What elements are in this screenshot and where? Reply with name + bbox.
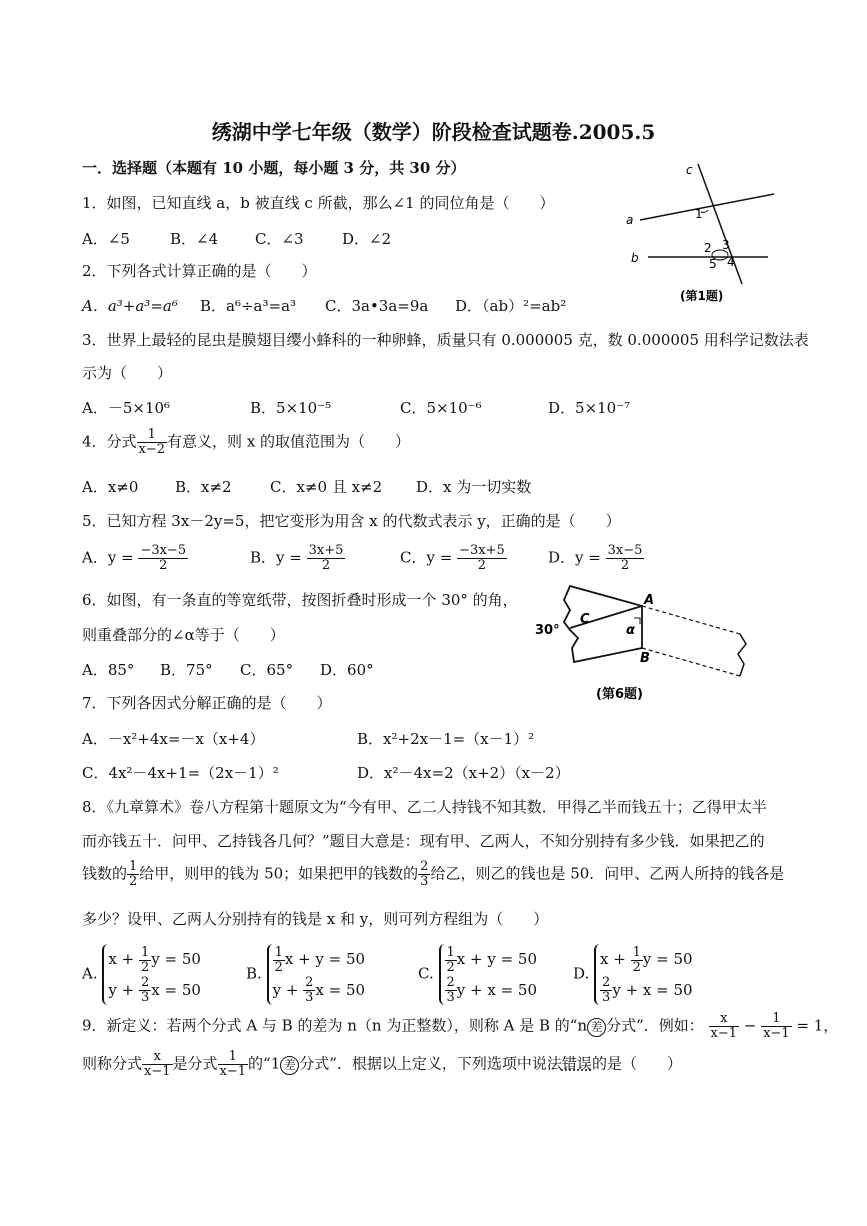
q3-option-a[interactable]: A．－5×10⁶: [82, 399, 171, 417]
q8-a-system: x + $\frac{1}{2}$ y = 50 y + $\frac{2}{3}$ x = 50: [102, 944, 201, 1005]
figure-1-caption: (第1题): [680, 289, 724, 303]
question-7: 7．下列各因式分解正确的是（ ）: [82, 694, 332, 712]
q7-option-a[interactable]: A．－x²+4x=－x（x+4）: [82, 730, 265, 748]
section-heading: 一．选择题（本题有 10 小题，每小题 3 分，共 30 分）: [82, 159, 466, 177]
q6-option-b[interactable]: B．75°: [160, 661, 213, 679]
point-c-label: C: [580, 612, 590, 627]
question-6-line-1: 6．如图，有一条直的等宽纸带，按图折叠时形成一个 30° 的角，: [82, 591, 518, 609]
circled-cha: 差: [587, 1018, 606, 1037]
q6-option-d[interactable]: D．60°: [320, 661, 374, 679]
label-b: b: [631, 251, 639, 265]
question-4: [82, 428, 410, 457]
q4-suffix: 有意义，则 x 的取值范围为（ ）: [167, 432, 411, 451]
angle-5-label: 5: [709, 257, 717, 271]
q3-option-b[interactable]: B．5×10⁻⁵: [250, 399, 332, 417]
line-a: [640, 194, 774, 220]
q3-option-d[interactable]: D．5×10⁻⁷: [548, 399, 631, 417]
question-6-line-2: 则重叠部分的∠α等于（ ）: [82, 626, 285, 644]
question-8-line-2: 而亦钱五十．问甲、乙持钱各几何？”题目大意是：现有甲、乙两人，不知分别持有多少钱．如果把乙的: [82, 832, 765, 850]
q8-d-system: x + $\frac{1}{2}$ y = 50 $\frac{2}{3}$ y + x = 50: [594, 944, 693, 1005]
q8-option-d[interactable]: D. x + $\frac{1}{2}$ y = 50 $\frac{2}{3}$ y + x = 50: [573, 944, 693, 1005]
q8-option-a[interactable]: A. x + $\frac{1}{2}$ y = 50 y + $\frac{2}{3}$ x = 50: [82, 944, 201, 1005]
q3-option-c[interactable]: C．5×10⁻⁶: [400, 399, 482, 417]
q1-option-b[interactable]: B．∠4: [170, 230, 219, 248]
figure-1-diagram: [618, 158, 788, 308]
point-a-label: A: [644, 593, 655, 608]
q4-option-a[interactable]: A．x≠0: [82, 478, 139, 496]
angle-3-label: 3: [722, 238, 730, 252]
q7-option-c[interactable]: C．4x²－4x+1=（2x－1）²: [82, 764, 279, 782]
question-3-line-1: 3．世界上最轻的昆虫是膜翅目缨小蜂科的一种卵蜂，质量只有 0.000005 克，数 0.000005 用科学记数法表: [82, 331, 809, 349]
question-3-line-2: 示为（ ）: [82, 364, 173, 382]
q1-option-c[interactable]: C．∠3: [255, 230, 304, 248]
q2-option-c[interactable]: C．3a•3a=9a: [325, 297, 429, 315]
q2-option-b[interactable]: B．a⁶÷a³=a³: [200, 297, 297, 315]
q7-option-d[interactable]: D．x²－4x=2（x+2）（x－2）: [357, 764, 570, 782]
q4-option-d[interactable]: D．x 为一切实数: [416, 478, 532, 496]
question-8-line-3: 钱数的 $\frac{1}{2}$ 给甲，则甲的钱为 50；如果把甲的钱数的 $\frac{2}{3}$ 给乙，则乙的钱也是 50．问甲、乙两人所持的钱各是: [82, 859, 785, 889]
q4-option-b[interactable]: B．x≠2: [175, 478, 232, 496]
q8-b-system: $\frac{1}{2}$ x + y = 50 y + $\frac{2}{3}$ x = 50: [267, 944, 366, 1005]
label-c: c: [686, 163, 693, 177]
q4-prefix: 4．分式: [82, 432, 137, 451]
line-c: [698, 164, 742, 284]
question-8-line-4: 多少？设甲、乙两人分别持有的钱是 x 和 y，则可列方程组为（ ）: [82, 910, 549, 928]
q5-option-b[interactable]: B．y = $\frac{3x+5}{2}$: [250, 543, 344, 573]
q8-option-b[interactable]: B. $\frac{1}{2}$ x + y = 50 y + $\frac{2}{3}$ x = 50: [246, 944, 366, 1005]
q6-option-a[interactable]: A．85°: [82, 661, 135, 679]
q8-c-system: $\frac{1}{2}$ x + y = 50 $\frac{2}{3}$ y + x = 50: [439, 944, 538, 1005]
angle-30-label: 30°: [535, 623, 560, 638]
angle-1-label: 1: [695, 207, 703, 221]
q1-option-d[interactable]: D．∠2: [342, 230, 392, 248]
figure-6-diagram: [530, 578, 760, 710]
question-2: 2．下列各式计算正确的是（ ）: [82, 262, 317, 280]
alpha-label: α: [626, 623, 635, 638]
q2-option-d[interactable]: D．（ab）²=ab²: [455, 297, 567, 315]
q1-option-a[interactable]: A．∠5: [82, 230, 130, 248]
q7-option-b[interactable]: B．x²+2x－1=（x－1）²: [357, 730, 535, 748]
figure-6-caption: (第6题): [596, 687, 643, 702]
q5-option-c[interactable]: C．y = $\frac{-3x+5}{2}$: [400, 543, 505, 573]
q6-option-c[interactable]: C．65°: [240, 661, 294, 679]
q2-option-a[interactable]: A．a³+a³=a⁶: [82, 297, 178, 315]
label-a: a: [626, 213, 634, 227]
question-5: 5．已知方程 3x－2y=5，把它变形为用含 x 的代数式表示 y，正确的是（ ）: [82, 512, 621, 530]
question-8-line-1: 8．《九章算术》卷八方程第十题原文为“今有甲、乙二人持钱不知其数．甲得乙半而钱五十；乙得甲太半: [82, 798, 767, 816]
q8-option-c[interactable]: C. $\frac{1}{2}$ x + y = 50 $\frac{2}{3}$ y + x = 50: [418, 944, 538, 1005]
angle-2-label: 2: [704, 241, 712, 255]
point-b-label: B: [640, 651, 650, 666]
angle-4-label: 4: [727, 255, 735, 269]
q4-fraction: $\frac{1}{x-2}$: [138, 427, 166, 457]
question-9-line-2: 则称分式 $\frac{x}{x-1}$ 是分式 $\frac{1}{x-1}$ 的“1 差 分式”．根据以上定义，下列选项中说法错误的是（ ）: [82, 1049, 682, 1079]
page-title: 绣湖中学七年级（数学）阶段检查试题卷.2005.5: [211, 120, 656, 144]
question-9-line-1: 9．新定义：若两个分式 A 与 B 的差为 n（n 为正整数），则称 A 是 B 的“n 差 分式”．例如： $\frac{x}{x-1}$ − $\frac{1}{x-1}$ = 1，: [82, 1011, 839, 1041]
question-1: 1．如图，已知直线 a，b 被直线 c 所截，那么∠1 的同位角是（ ）: [82, 194, 555, 212]
q5-option-a[interactable]: A．y = $\frac{-3x-5}{2}$: [82, 543, 187, 573]
q5-option-d[interactable]: D．y = $\frac{3x-5}{2}$: [548, 543, 643, 573]
q4-option-c[interactable]: C．x≠0 且 x≠2: [270, 478, 383, 496]
